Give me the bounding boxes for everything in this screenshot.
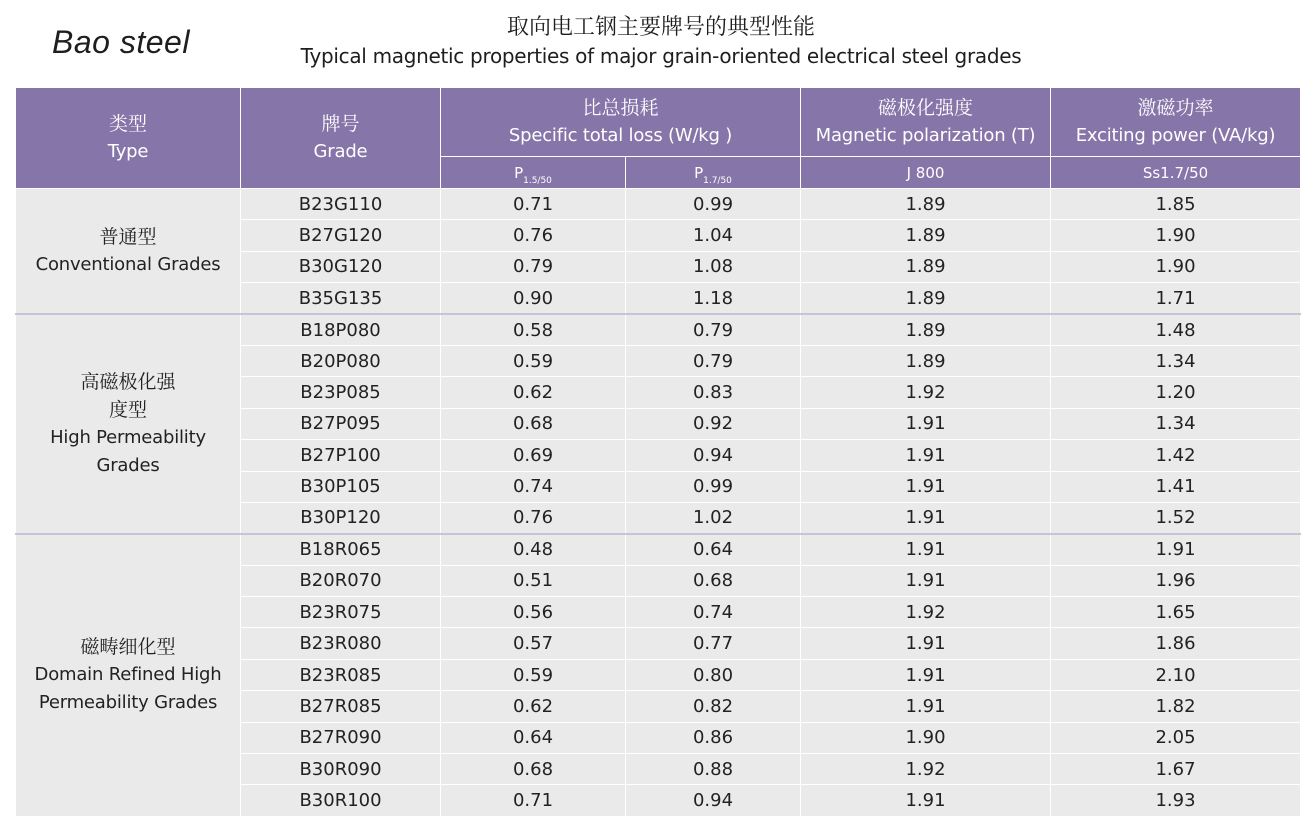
j800-cell: 1.92 <box>801 377 1051 408</box>
grade-cell: B27P095 <box>241 408 441 439</box>
ss-cell: 1.34 <box>1051 408 1301 439</box>
j800-cell: 1.89 <box>801 189 1051 220</box>
p15-cell: 0.58 <box>441 314 626 345</box>
p17-cell: 0.94 <box>626 440 801 471</box>
p17-cell: 0.74 <box>626 597 801 628</box>
grade-cell: B27P100 <box>241 440 441 471</box>
grade-type-zh: 普通型 <box>99 226 157 249</box>
ss-cell: 1.42 <box>1051 440 1301 471</box>
header-specific-loss: 比总损耗 Specific total loss (W/kg ) <box>441 88 801 157</box>
p15-cell: 0.71 <box>441 189 626 220</box>
table-row <box>16 189 1301 220</box>
grade-cell: B20P080 <box>241 345 441 376</box>
j800-cell: 1.89 <box>801 251 1051 282</box>
j800-cell: 1.89 <box>801 220 1051 251</box>
grade-cell: B27G120 <box>241 220 441 251</box>
grade-type-zh: 磁畴细化型 <box>80 636 176 659</box>
ss-cell: 1.20 <box>1051 377 1301 408</box>
grade-cell: B20R070 <box>241 565 441 596</box>
subheader-j800: J 800 <box>801 157 1051 189</box>
grade-cell: B30R090 <box>241 754 441 785</box>
p15-cell: 0.48 <box>441 534 626 565</box>
ss-cell: 1.67 <box>1051 754 1301 785</box>
p15-cell: 0.68 <box>441 754 626 785</box>
grade-cell: B18P080 <box>241 314 441 345</box>
ss-cell: 2.10 <box>1051 659 1301 690</box>
subheader-ss: Ss1.7/50 <box>1051 157 1301 189</box>
subheader-p15: $P_{1.5/50}$ <box>441 157 626 189</box>
p17-cell: 1.08 <box>626 251 801 282</box>
p17-cell: 0.86 <box>626 722 801 753</box>
subheader-p17: $P_{1.7/50}$ <box>626 157 801 189</box>
p17-cell: 0.77 <box>626 628 801 659</box>
grade-type-en: Conventional Grades <box>35 254 221 276</box>
j800-cell: 1.91 <box>801 440 1051 471</box>
ss-cell: 1.93 <box>1051 785 1301 816</box>
grade-cell: B23G110 <box>241 189 441 220</box>
p17-cell: 0.82 <box>626 691 801 722</box>
ss-cell: 1.86 <box>1051 628 1301 659</box>
table-row <box>16 534 1301 565</box>
grade-cell: B27R085 <box>241 691 441 722</box>
p17-cell: 0.94 <box>626 785 801 816</box>
j800-cell: 1.91 <box>801 565 1051 596</box>
p17-cell: 0.79 <box>626 345 801 376</box>
grade-cell: B30R100 <box>241 785 441 816</box>
p15-cell: 0.90 <box>441 283 626 314</box>
p15-cell: 0.64 <box>441 722 626 753</box>
grade-cell: B27R090 <box>241 722 441 753</box>
properties-table <box>15 87 1301 817</box>
j800-cell: 1.92 <box>801 597 1051 628</box>
j800-cell: 1.91 <box>801 502 1051 533</box>
grade-cell: B23P085 <box>241 377 441 408</box>
ss-cell: 1.96 <box>1051 565 1301 596</box>
p17-cell: 0.64 <box>626 534 801 565</box>
p15-cell: 0.57 <box>441 628 626 659</box>
grade-cell: B23R080 <box>241 628 441 659</box>
grade-cell: B23R075 <box>241 597 441 628</box>
p15-cell: 0.74 <box>441 471 626 502</box>
j800-cell: 1.91 <box>801 471 1051 502</box>
p17-cell: 1.18 <box>626 283 801 314</box>
j800-cell: 1.91 <box>801 691 1051 722</box>
grade-cell: B18R065 <box>241 534 441 565</box>
grade-cell: B30P120 <box>241 502 441 533</box>
p15-cell: 0.69 <box>441 440 626 471</box>
ss-cell: 1.34 <box>1051 345 1301 376</box>
j800-cell: 1.91 <box>801 534 1051 565</box>
p17-cell: 0.88 <box>626 754 801 785</box>
j800-cell: 1.90 <box>801 722 1051 753</box>
p17-cell: 0.83 <box>626 377 801 408</box>
ss-cell: 1.85 <box>1051 189 1301 220</box>
p17-cell: 0.80 <box>626 659 801 690</box>
p15-cell: 0.59 <box>441 659 626 690</box>
p15-cell: 0.76 <box>441 502 626 533</box>
j800-cell: 1.91 <box>801 408 1051 439</box>
ss-cell: 1.48 <box>1051 314 1301 345</box>
j800-cell: 1.91 <box>801 785 1051 816</box>
j800-cell: 1.92 <box>801 754 1051 785</box>
grade-cell: B35G135 <box>241 283 441 314</box>
brand-logo: Bao steel <box>52 24 190 60</box>
grade-type-cell <box>16 534 241 817</box>
ss-cell: 1.65 <box>1051 597 1301 628</box>
p17-cell: 0.92 <box>626 408 801 439</box>
grade-type-en: Domain Refined High Permeability Grades <box>34 664 222 714</box>
header-grade: 牌号 Grade <box>241 88 441 189</box>
ss-cell: 1.41 <box>1051 471 1301 502</box>
p15-cell: 0.68 <box>441 408 626 439</box>
p15-cell: 0.56 <box>441 597 626 628</box>
ss-cell: 1.90 <box>1051 220 1301 251</box>
header-type: 类型 Type <box>16 88 241 189</box>
page-title-chinese: 取向电工钢主要牌号的典型性能 <box>506 15 815 40</box>
p17-cell: 0.79 <box>626 314 801 345</box>
j800-cell: 1.89 <box>801 345 1051 376</box>
header-polarization: 磁极化强度 Magnetic polarization (T) <box>801 88 1051 157</box>
p15-cell: 0.79 <box>441 251 626 282</box>
ss-cell: 1.90 <box>1051 251 1301 282</box>
grade-cell: B30P105 <box>241 471 441 502</box>
p15-cell: 0.71 <box>441 785 626 816</box>
p15-cell: 0.62 <box>441 377 626 408</box>
grade-type-cell <box>16 189 241 315</box>
grade-cell: B23R085 <box>241 659 441 690</box>
grade-type-zh: 高磁极化强度型 <box>80 370 176 421</box>
p17-cell: 1.04 <box>626 220 801 251</box>
p15-cell: 0.62 <box>441 691 626 722</box>
p17-cell: 1.02 <box>626 502 801 533</box>
j800-cell: 1.91 <box>801 659 1051 690</box>
p17-cell: 0.68 <box>626 565 801 596</box>
grade-type-en: High Permeability Grades <box>50 426 206 476</box>
p15-cell: 0.51 <box>441 565 626 596</box>
j800-cell: 1.91 <box>801 628 1051 659</box>
p15-cell: 0.76 <box>441 220 626 251</box>
grade-type-cell <box>16 314 241 534</box>
j800-cell: 1.89 <box>801 314 1051 345</box>
ss-cell: 1.52 <box>1051 502 1301 533</box>
page-title-english: Typical magnetic properties of major grain-oriented electrical steel grades <box>300 44 1022 68</box>
p17-cell: 0.99 <box>626 471 801 502</box>
p17-cell: 0.99 <box>626 189 801 220</box>
p15-cell: 0.59 <box>441 345 626 376</box>
j800-cell: 1.89 <box>801 283 1051 314</box>
ss-cell: 2.05 <box>1051 722 1301 753</box>
ss-cell: 1.91 <box>1051 534 1301 565</box>
ss-cell: 1.71 <box>1051 283 1301 314</box>
table-row <box>16 314 1301 345</box>
header-exciting-power: 激磁功率 Exciting power (VA/kg) <box>1051 88 1301 157</box>
grade-cell: B30G120 <box>241 251 441 282</box>
ss-cell: 1.82 <box>1051 691 1301 722</box>
